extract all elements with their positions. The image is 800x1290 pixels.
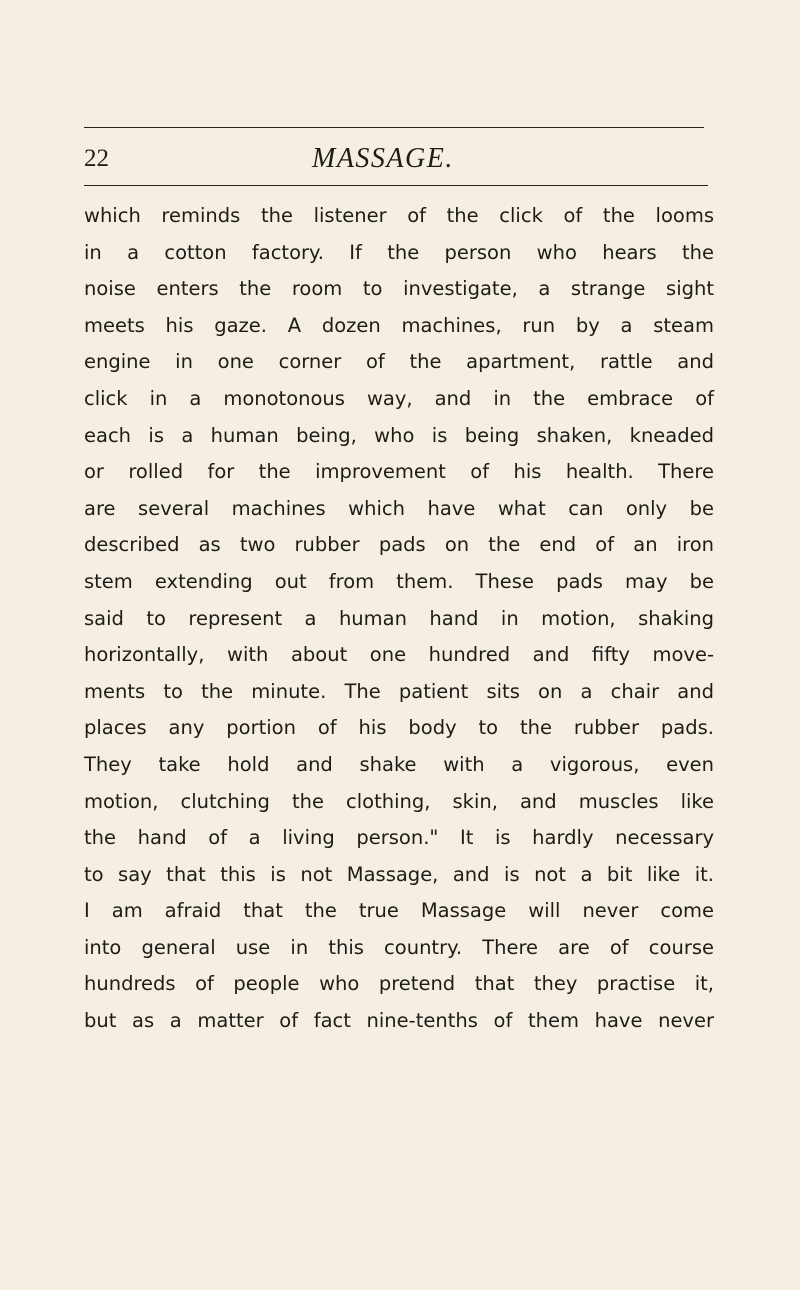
running-title: MASSAGE. — [312, 143, 454, 174]
text-line: engine in one corner of the apartment, rattle and — [84, 350, 714, 374]
text-line: meets his gaze. A dozen machines, run by a steam — [84, 313, 714, 337]
header-bottom-rule — [84, 185, 708, 186]
text-line: horizontally, with about one hundred and fifty move- — [84, 643, 714, 667]
text-line: but as a matter of fact nine-tenths of them have never — [84, 1009, 714, 1033]
body-text — [84, 198, 714, 1040]
text-line: said to represent a human hand in motion, shaking — [84, 606, 714, 630]
paragraph-first-line: I am afraid that the true Massage will never come — [84, 899, 714, 923]
page-number: 22 — [84, 145, 109, 172]
text-line: to say that this is not Massage, and is not a bit like it. — [84, 862, 714, 886]
text-line: described as two rubber pads on the end of an iron — [84, 533, 714, 557]
text-line: hundreds of people who pretend that they practise it, — [84, 972, 714, 996]
text-line: stem extending out from them. These pads may be — [84, 569, 714, 593]
text-line: ments to the minute. The patient sits on a chair and — [84, 679, 714, 703]
text-line: the hand of a living person." It is hardly necessary — [84, 826, 714, 850]
text-line: They take hold and shake with a vigorous, even — [84, 752, 714, 776]
text-line: each is a human being, who is being shaken, kneaded — [84, 423, 714, 447]
text-line: into general use in this country. There are of course — [84, 935, 714, 959]
text-line: places any portion of his body to the rubber pads. — [84, 716, 714, 740]
text-line: which reminds the listener of the click of the looms — [84, 204, 714, 227]
text-line: in a cotton factory. If the person who hears the — [84, 240, 714, 264]
header-top-rule — [84, 127, 704, 128]
text-line: motion, clutching the clothing, skin, and muscles like — [84, 789, 714, 813]
text-line: click in a monotonous way, and in the embrace of — [84, 386, 714, 410]
text-line: or rolled for the improvement of his health. There — [84, 460, 714, 484]
running-head — [84, 141, 708, 181]
text-line: are several machines which have what can only be — [84, 496, 714, 520]
text-line: noise enters the room to investigate, a strange sight — [84, 277, 714, 301]
